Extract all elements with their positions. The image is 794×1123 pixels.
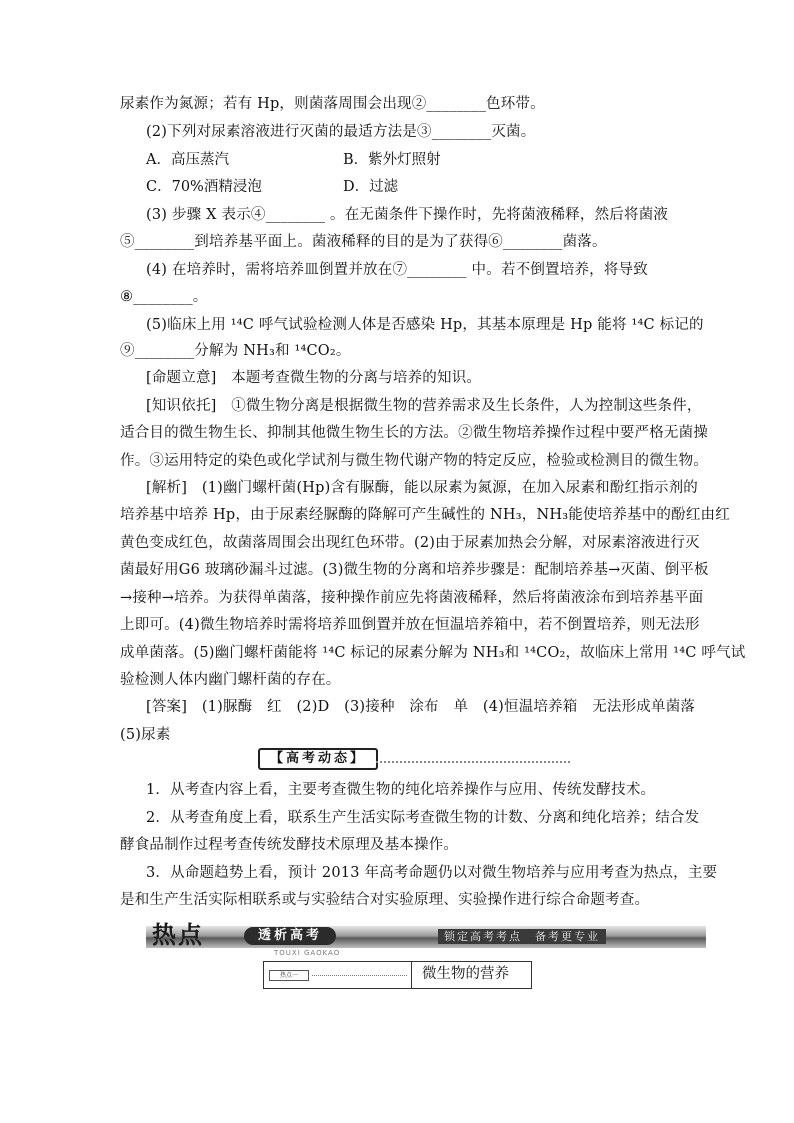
gaokao-dynamic-banner bbox=[258, 748, 570, 768]
text-line: 菌最好用G6 玻璃砂漏斗过滤。(3)微生物的分离和培养步骤是：配制培养基→灭菌、倒平板 bbox=[120, 562, 709, 578]
option-b: B．紫外灯照射 bbox=[343, 152, 441, 168]
text-line: [命题立意] 本题考查微生物的分离与培养的知识。 bbox=[146, 370, 482, 386]
answer-line: (5)尿素 bbox=[120, 727, 171, 743]
answer-line: [答案] (1)脲酶 红 (2)D (3)接种 涂布 单 (4)恒温培养箱 无法形成单菌落 bbox=[146, 699, 696, 715]
text-line: 1．从考查内容上看，主要考查微生物的纯化培养操作与应用、传统发酵技术。 bbox=[146, 782, 656, 798]
dotted-divider bbox=[312, 975, 407, 976]
text-line: (3) 步骤 X 表示④________ 。在无菌条件下操作时，先将菌液稀释，然后将菌液 bbox=[146, 207, 669, 223]
text-line: (5)临床上用 ¹⁴C 呼气试验检测人体是否感染 Hp，其基本原理是 Hp 能将 ¹⁴C 标记的 bbox=[146, 317, 704, 333]
text-line: 黄色变成红色，故菌落周围会出现红色环带。(2)由于尿素加热会分解，对尿素溶液进行灭 bbox=[120, 535, 700, 551]
option-c: C．70%酒精浸泡 bbox=[146, 179, 262, 195]
text-line: ⑧________。 bbox=[120, 289, 208, 305]
text-line: 3．从命题趋势上看，预计 2013 年高考命题仍以对微生物培养与应用考查为热点，主要 bbox=[146, 865, 718, 881]
text-line: 培养基中培养 Hp，由于尿素经脲酶的降解可产生碱性的 NH₃，NH₃能使培养基中的酚红由红 bbox=[120, 507, 730, 523]
text-line: 验检测人体内幽门螺杆菌的存在。 bbox=[120, 672, 341, 688]
hotspot-subtitle: 透析高考 bbox=[244, 927, 336, 945]
text-line: 作。③运用特定的染色或化学试剂与微生物代谢产物的特定反应，检验或检测目的微生物。 bbox=[120, 453, 708, 469]
hotspot-slogan: 锁定高考考点 备考更专业 bbox=[438, 929, 606, 944]
option-a: A．高压蒸汽 bbox=[146, 152, 229, 168]
dotted-divider bbox=[376, 761, 570, 763]
hotspot-topic-box bbox=[263, 961, 532, 989]
text-line: [解析] (1)幽门螺杆菌(Hp)含有脲酶，能以尿素为氮源，在加入尿素和酚红指示剂的 bbox=[146, 480, 698, 496]
text-line: 尿素作为氮源；若有 Hp，则菌落周围会出现②________色环带。 bbox=[120, 96, 545, 112]
text-line: ⑤________到培养基平面上。菌液稀释的目的是为了获得⑥________菌落。 bbox=[120, 234, 607, 250]
banner-title: 【高考动态】 bbox=[258, 748, 378, 770]
text-line: ⑨________分解为 NH₃和 ¹⁴CO₂。 bbox=[120, 343, 351, 359]
text-line: (4) 在培养时，需将培养皿倒置并放在⑦________ 中。若不倒置培养，将导致 bbox=[146, 262, 648, 278]
text-line: 2．从考查角度上看，联系生产生活实际考查微生物的计数、分离和纯化培养；结合发 bbox=[146, 810, 700, 826]
text-line: →接种→培养。为获得单菌落，接种操作前应先将菌液稀释，然后将菌液涂布到培养基平面 bbox=[120, 590, 704, 606]
text-line: 是和生产生活实际相联系或与实验结合对实验原理、实验操作进行综合命题考查。 bbox=[120, 892, 650, 908]
topic-title: 微生物的营养 bbox=[422, 966, 509, 982]
topic-tag: 热点一 bbox=[269, 970, 309, 981]
text-line: [知识依托] ①微生物分离是根据微生物的营养需求及生长条件，人为控制这些条件， bbox=[146, 398, 702, 414]
hotspot-title: 热点 bbox=[152, 921, 204, 949]
hotspot-banner bbox=[146, 921, 706, 957]
topic-tag-cell bbox=[264, 962, 412, 988]
option-d: D．过滤 bbox=[343, 179, 399, 195]
text-line: 成单菌落。(5)幽门螺杆菌能将 ¹⁴C 标记的尿素分解为 NH₃和 ¹⁴CO₂，故临床上常用 ¹⁴C 呼气试 bbox=[120, 645, 746, 661]
text-line: 适合目的微生物生长、抑制其他微生物生长的方法。②微生物培养操作过程中要严格无菌操 bbox=[120, 425, 708, 441]
hotspot-pinyin: TOUXI GAOKAO bbox=[274, 949, 341, 957]
text-line: 上即可。(4)微生物培养时需将培养皿倒置并放在恒温培养箱中，若不倒置培养，则无法形 bbox=[120, 617, 700, 633]
text-line: 酵食品制作过程考查传统发酵技术原理及基本操作。 bbox=[120, 837, 459, 853]
text-line: (2)下列对尿素溶液进行灭菌的最适方法是③________灭菌。 bbox=[146, 124, 536, 140]
